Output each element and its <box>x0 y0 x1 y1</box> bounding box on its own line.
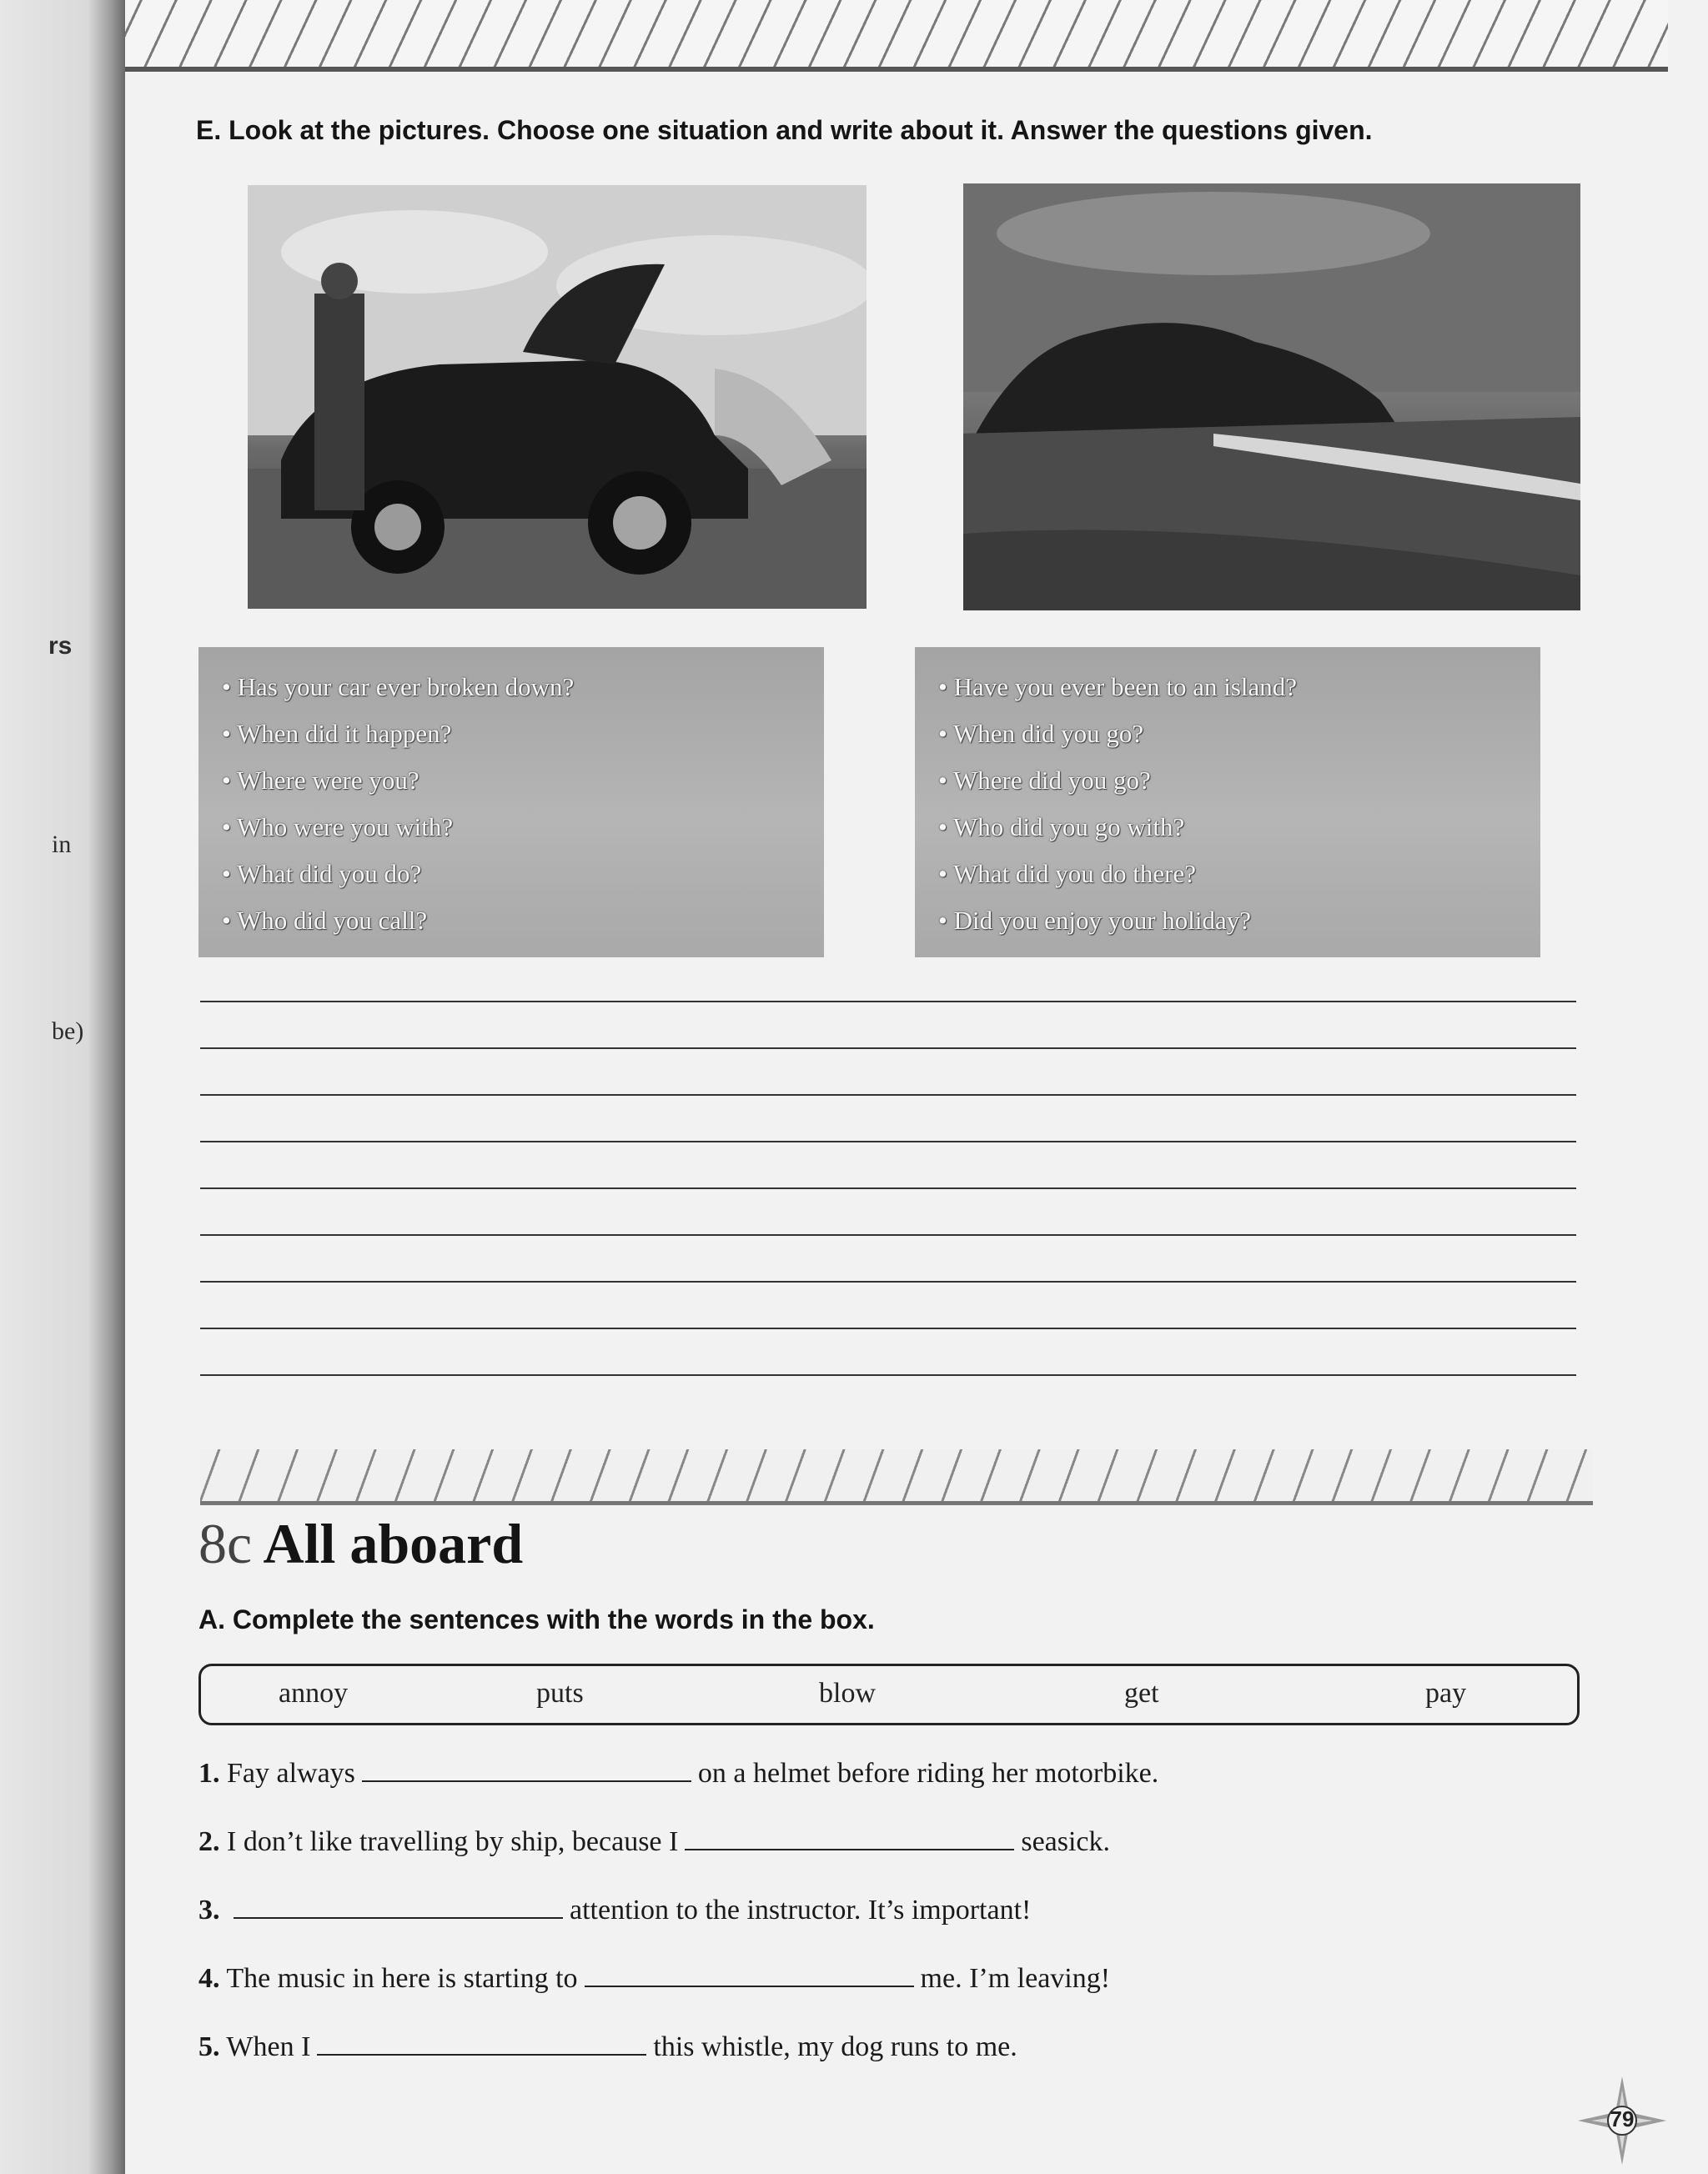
exercise-a-instruction: A. Complete the sentences with the words in the box. <box>198 1604 875 1634</box>
sentence-before: Fay always <box>227 1758 355 1789</box>
word-box-item: pay <box>1425 1678 1467 1709</box>
writing-line[interactable] <box>200 1234 1576 1236</box>
writing-lines[interactable] <box>200 1001 1576 1421</box>
answer-blank[interactable] <box>685 1827 1014 1850</box>
exercise-e-instruction: E. Look at the pictures. Choose one situation and write about it. Answer the questions given. <box>196 115 1373 145</box>
answer-blank[interactable] <box>317 2032 646 2056</box>
writing-line[interactable] <box>200 1281 1576 1283</box>
question-item: • Has your car ever broken down? <box>222 664 824 710</box>
sentence-after: this whistle, my dog runs to me. <box>653 2031 1017 2062</box>
writing-line[interactable] <box>200 1094 1576 1096</box>
sentence-1 <box>198 1758 1158 1790</box>
answer-blank[interactable] <box>585 1964 914 1987</box>
question-item: • When did you go? <box>938 710 1540 757</box>
section-number: 8c <box>198 1512 253 1575</box>
island-questions-box <box>915 647 1540 957</box>
sentence-number: 3. <box>198 1895 220 1925</box>
question-item: • What did you do there? <box>938 851 1540 897</box>
margin-fragment-2: in <box>52 831 72 858</box>
sentence-number: 5. <box>198 2031 220 2062</box>
decorative-top-border <box>125 0 1668 72</box>
sentence-before: The music in here is starting to <box>226 1963 578 1994</box>
sentence-number: 4. <box>198 1963 220 1994</box>
question-item: • Who did you call? <box>222 897 824 944</box>
answer-blank[interactable] <box>362 1759 691 1782</box>
margin-fragment-1: rs <box>48 632 73 660</box>
sentence-5 <box>198 2031 1017 2063</box>
question-item: • Where did you go? <box>938 757 1540 804</box>
page-binding-strip <box>0 0 125 2174</box>
page-number-badge <box>1576 2075 1668 2166</box>
sentence-after: attention to the instructor. It’s important! <box>570 1895 1032 1925</box>
word-box <box>198 1664 1580 1725</box>
question-item: • Who did you go with? <box>938 804 1540 851</box>
answer-blank[interactable] <box>234 1895 563 1919</box>
section-name: All aboard <box>263 1512 524 1575</box>
word-box-item: get <box>1124 1678 1159 1709</box>
question-item: • Who were you with? <box>222 804 824 851</box>
page-number: 79 <box>1610 2106 1635 2131</box>
writing-line[interactable] <box>200 1047 1576 1049</box>
question-item: • Where were you? <box>222 757 824 804</box>
question-item: • What did you do? <box>222 851 824 897</box>
question-item: • Have you ever been to an island? <box>938 664 1540 710</box>
writing-line[interactable] <box>200 1001 1576 1002</box>
sentence-3 <box>198 1895 1031 1926</box>
island-beach-photo <box>963 183 1580 610</box>
writing-line[interactable] <box>200 1374 1576 1376</box>
sentence-before: When I <box>226 2031 311 2062</box>
island-illustration <box>963 183 1580 610</box>
writing-line[interactable] <box>200 1328 1576 1329</box>
sentence-number: 1. <box>198 1758 220 1789</box>
margin-fragment-3: be) <box>52 1017 84 1045</box>
sentence-after: on a helmet before riding her motorbike. <box>697 1758 1159 1789</box>
writing-line[interactable] <box>200 1141 1576 1142</box>
word-box-item: annoy <box>279 1678 349 1709</box>
section-divider <box>200 1449 1593 1505</box>
section-title <box>198 1511 523 1577</box>
sentence-after: me. I’m leaving! <box>920 1963 1111 1994</box>
word-box-item: blow <box>819 1678 876 1709</box>
car-questions-box <box>198 647 824 957</box>
sentence-2 <box>198 1826 1110 1858</box>
sentence-after: seasick. <box>1021 1826 1111 1857</box>
question-item: • When did it happen? <box>222 710 824 757</box>
sentence-4 <box>198 1963 1110 1995</box>
sentence-before: I don’t like travelling by ship, because I <box>227 1826 679 1857</box>
writing-line[interactable] <box>200 1187 1576 1189</box>
sentence-number: 2. <box>198 1826 220 1857</box>
car-breakdown-photo <box>248 185 867 609</box>
car-illustration <box>248 185 867 609</box>
question-item: • Did you enjoy your holiday? <box>938 897 1540 944</box>
word-box-item: puts <box>536 1678 584 1709</box>
